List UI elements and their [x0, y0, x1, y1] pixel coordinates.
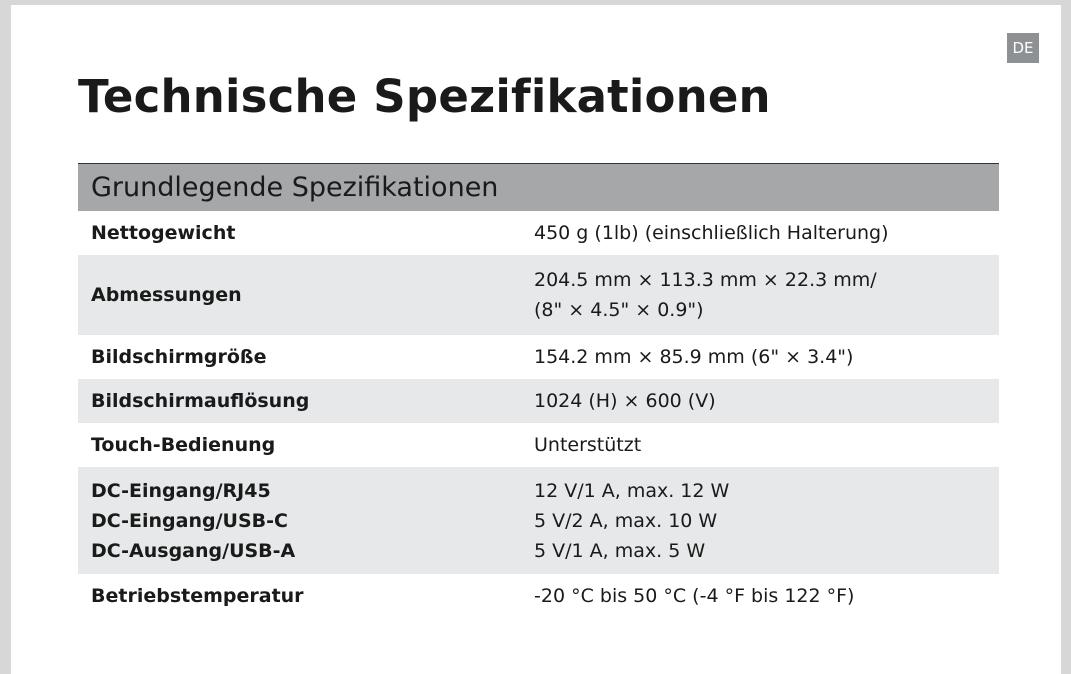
spec-label-text: Abmessungen [91, 284, 242, 306]
spec-label-text: Touch-Bedienung [91, 434, 276, 456]
spec-label [78, 467, 521, 574]
spec-label [78, 379, 521, 423]
spec-row-screen-size [78, 335, 999, 379]
spec-row-power [78, 467, 999, 574]
spec-value-text: (8" × 4.5" × 0.9") [534, 299, 704, 321]
spec-label [78, 255, 521, 335]
spec-value [521, 379, 999, 423]
language-badge: DE [1007, 33, 1039, 63]
spec-row-screen-resolution [78, 379, 999, 423]
spec-value-text: Unterstützt [534, 434, 642, 456]
spec-row-operating-temperature [78, 574, 999, 618]
spec-value [521, 467, 999, 574]
spec-label [78, 574, 521, 618]
spec-value-text: 5 V/1 A, max. 5 W [534, 539, 706, 562]
spec-value [521, 335, 999, 379]
spec-value-text: 5 V/2 A, max. 10 W [534, 509, 718, 532]
page-title: Technische Spezifikationen [78, 70, 771, 123]
spec-value-text: 154.2 mm × 85.9 mm (6" × 3.4") [534, 346, 854, 368]
spec-label-text: Bildschirmauflösung [91, 390, 310, 412]
spec-row-dimensions [78, 255, 999, 335]
spec-label-text: DC-Eingang/RJ45 [91, 479, 271, 502]
spec-value-text: 450 g (1lb) (einschließlich Halterung) [534, 222, 889, 244]
spec-label-text: DC-Ausgang/USB-A [91, 539, 296, 562]
spec-label [78, 211, 521, 255]
spec-table [78, 163, 999, 618]
spec-value [521, 423, 999, 467]
section-heading: Grundlegende Spezifikationen [78, 164, 999, 212]
spec-value [521, 574, 999, 618]
spec-label [78, 335, 521, 379]
spec-label-text: Bildschirmgröße [91, 346, 267, 368]
spec-value-text: 1024 (H) × 600 (V) [534, 390, 716, 412]
spec-row-net-weight [78, 211, 999, 255]
spec-label-text: DC-Eingang/USB-C [91, 509, 288, 532]
spec-label [78, 423, 521, 467]
spec-value-text: -20 °C bis 50 °C (-4 °F bis 122 °F) [534, 585, 855, 607]
spec-value [521, 255, 999, 335]
document-page [11, 5, 1061, 674]
spec-row-touch [78, 423, 999, 467]
spec-label-text: Nettogewicht [91, 222, 236, 244]
spec-value-text: 12 V/1 A, max. 12 W [534, 479, 730, 502]
spec-label-text: Betriebstemperatur [91, 585, 304, 607]
spec-value-text: 204.5 mm × 113.3 mm × 22.3 mm/ [534, 269, 877, 291]
section-header-row [78, 164, 999, 212]
spec-value [521, 211, 999, 255]
